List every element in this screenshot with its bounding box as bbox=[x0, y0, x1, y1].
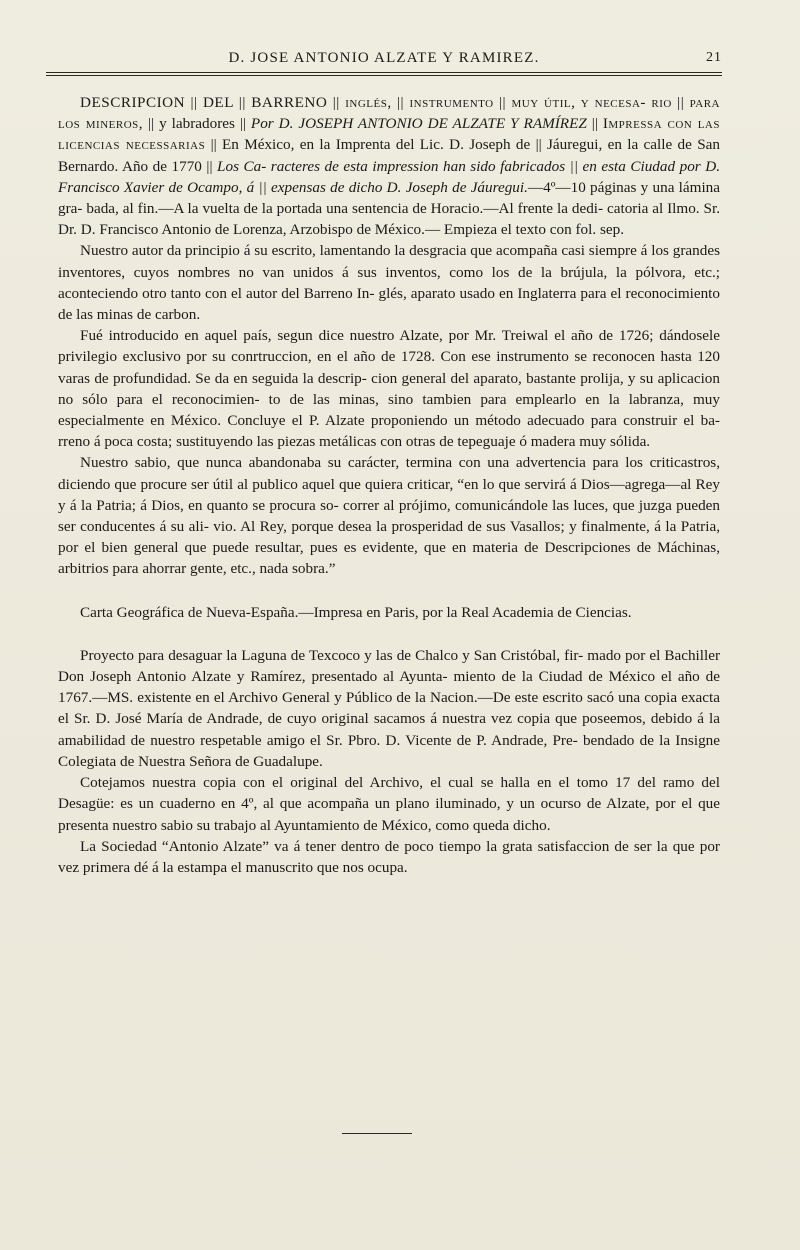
entry-descripcion-title bbox=[58, 92, 720, 240]
paragraph-barreno-2: Fué introducido en aquel país, segun dice nuestro Alzate, por Mr. Treiwal el año de 1726; dándosele privilegio exclusivo por su conrtruccion, en el año de 1728. Con ese instrumento se reconocen hasta 120 varas de profundidad. Se da en seguida la descrip- cion general del aparato, bastante prolija, y su aplicacion no sólo para el reconocimien- to de las minas, sino tambien para emplearlo en la labranza, muy especialmente en México. Concluye el P. Alzate proponiendo un método adecuado para construir el ba- rreno á poca costa; sustituyendo las piezas metálicas con otras de tepeguaje ó madera muy sólida. bbox=[58, 327, 720, 451]
page-body bbox=[58, 92, 720, 878]
page-number: 21 bbox=[706, 50, 722, 65]
paragraph-barreno-3: Nuestro sabio, que nunca abandonaba su carácter, termina con una advertencia para los criticastros, diciendo que procure ser útil al publico aquel que quiera criticar, “en lo que servirá á Dios—agrega—al Rey y á la Patria; á Dios, en quanto se procura so- correr al prójimo, comunicándole las luces, que juzga pueden ser conducentes á su ali- vio. Al Rey, porque desea la prosperidad de sus Vasallos; y finalmente, á la Patria, por el bien general que puede resultar, pues es evidente, que en materia de Descripciones de Máchinas, arbitrios para ahorrar gente, etc., nada sobra.” bbox=[58, 454, 720, 578]
header-rule-thick bbox=[46, 72, 722, 73]
paragraph-proyecto-1: Proyecto para desaguar la Laguna de Texcoco y las de Chalco y San Cristóbal, fir- mado por el Bachiller Don Joseph Antonio Alzate y Ramírez, presentado al Ayunta- miento de la Ciudad de México el año de 1767.—MS. existente en el Archivo General y Público de la Nacion.—De este escrito sacó una copia exacta el Sr. D. José María de Andrade, de cuyo original sacamos á nuestra vez copia que poseemos, debido á la amabilidad de nuestro respetable amigo el Sr. Pbro. D. Vicente de P. Andrade, Pre- bendado de la Insigne Colegiata de Nuestra Señora de Guadalupe. bbox=[58, 646, 720, 770]
paragraph-proyecto-3: La Sociedad “Antonio Alzate” va á tener dentro de poco tiempo la grata satisfaccion de ser la que por vez primera dé á la estampa el manuscrito que nos ocupa. bbox=[58, 837, 720, 876]
header-rule-thin bbox=[46, 75, 722, 76]
entry-carta-geografica: Carta Geográfica de Nueva-España.—Impresa en Paris, por la Real Academia de Ciencias. bbox=[80, 603, 632, 621]
entry-title-collation: —4º—10 páginas y una lámina gra- bada, al fin.—A la vuelta de la portada una sentencia de Horacio.—Al frente la dedi- catoria al Ilmo. Sr. Dr. D. Francisco Antonio de Lorenza, Arzobispo de México.— Empieza el texto con fol. sep. bbox=[58, 178, 721, 239]
entry-title-plain-1: || y labradores || bbox=[143, 115, 251, 133]
entry-title-caps: DESCRIPCION || DEL || BARRENO || bbox=[80, 94, 346, 111]
entry-title-smallcaps-1: inglés, || instrumento || muy útil, y necesa- rio || para los mineros, bbox=[58, 94, 720, 133]
spacer bbox=[58, 580, 720, 602]
entry-title-smallcaps-2: Impressa con las licencias necessarias bbox=[58, 115, 720, 154]
entry-title-author: Por D. JOSEPH ANTONIO DE ALZATE Y RAMÍREZ bbox=[250, 115, 587, 133]
entry-title-plain-2: || bbox=[586, 115, 603, 133]
paragraph-barreno-1: Nuestro autor da principio á su escrito, lamentando la desgracia que acompaña casi siempre á los grandes inventores, cuyos nombres no van unidos á sus inventos, como los de la brújula, la pólvora, etc.; aconteciendo otro tanto con el autor del Barreno In- glés, aparato usado en Inglaterra para el reconocimiento de las minas de carbon. bbox=[58, 242, 720, 324]
paragraph-proyecto-2: Cotejamos nuestra copia con el original del Archivo, el cual se halla en el tomo 17 del ramo del Desagüe: es un cuaderno en 4º, al que acompaña un plano iluminado, y un ocurso de Alzate, por el que presenta nuestro sabio su trabajo al Ayuntamiento de México, como queda dicho. bbox=[58, 774, 720, 834]
spacer bbox=[58, 623, 720, 645]
running-title: D. JOSE ANTONIO ALZATE Y RAMIREZ. bbox=[228, 50, 540, 66]
entry-title-plain-3: || En México, en la Imprenta del Lic. D. Joseph de || Jáuregui, en la calle de San Bernardo. Año de 1770 || bbox=[58, 136, 721, 175]
section-divider bbox=[342, 1133, 412, 1134]
entry-title-italic-imprint: Los Ca- racteres de esta impression han sido fabricados || en esta Ciudad por D. Francisco Xavier de Ocampo, á || expensas de dicho D. Joseph de Jáuregui. bbox=[58, 157, 720, 196]
